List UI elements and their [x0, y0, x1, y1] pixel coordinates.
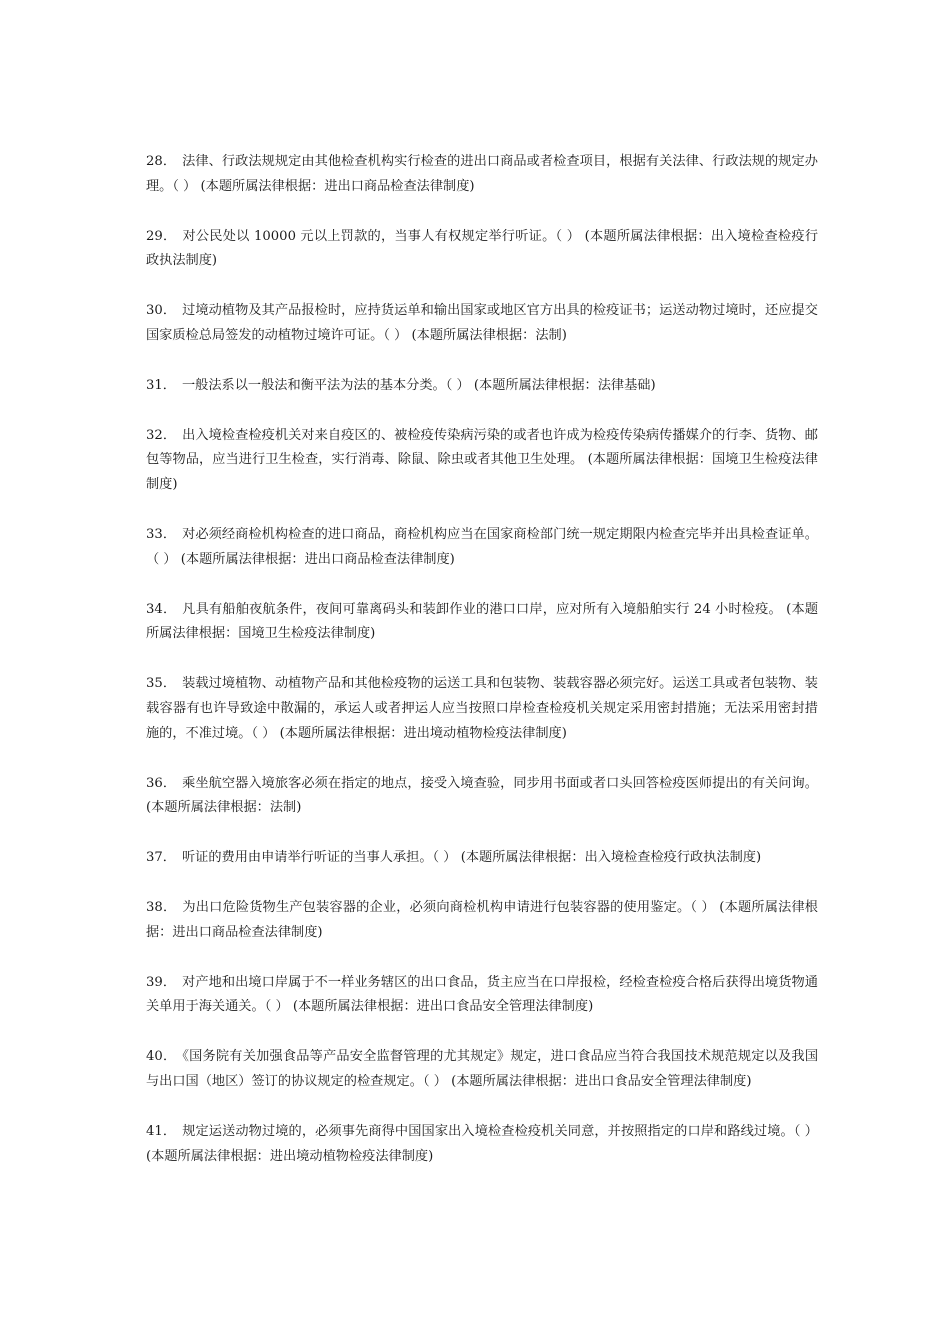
question-text: 对公民处以 10000 元以上罚款的，当事人有权规定举行听证。（ ） (本题所属法律根据：出入境检查检疫行政执法制度)	[146, 228, 819, 269]
question-number: 41．	[146, 1123, 177, 1139]
question-text: 对产地和出境口岸属于不一样业务辖区的出口食品，货主应当在口岸报检，经检查检疫合格后获得出境货物通关单用于海关通关。（ ） (本题所属法律根据：进出口食品安全管理法律制度)	[146, 974, 818, 1015]
question-33	[146, 523, 818, 573]
question-text: 装载过境植物、动植物产品和其他检疫物的运送工具和包装物、装载容器必须完好。运送工具或者包装物、装载容器有也许导致途中散漏的，承运人或者押运人应当按照口岸检查检疫机关规定采用密封措施；无法采用密封措施的，不准过境。（ ） (本题所属法律根据：进出境动植物检疫法律制度)	[146, 676, 818, 741]
question-31	[146, 374, 818, 399]
question-number: 32．	[146, 427, 177, 443]
question-number: 30．	[146, 303, 177, 319]
question-38	[146, 896, 818, 946]
question-35	[146, 672, 818, 746]
question-number: 37．	[146, 850, 176, 866]
question-32	[146, 424, 818, 498]
question-number: 36．	[146, 775, 177, 791]
question-text: 乘坐航空器入境旅客必须在指定的地点，接受入境查验，同步用书面或者口头回答检疫医师提出的有关问询。 (本题所属法律根据：法制)	[146, 775, 818, 816]
question-text: 规定运送动物过境的，必须事先商得中国国家出入境检查检疫机关同意，并按照指定的口岸和路线过境。（ ） (本题所属法律根据：进出境动植物检疫法律制度)	[146, 1123, 818, 1164]
question-text: 一般法系以一般法和衡平法为法的基本分类。（ ） (本题所属法律根据：法律基础)	[181, 377, 656, 393]
question-number: 38．	[146, 899, 177, 915]
question-text: 出入境检查检疫机关对来自疫区的、被检疫传染病污染的或者也许成为检疫传染病传播媒介的行李、货物、邮包等物品，应当进行卫生检查，实行消毒、除鼠、除虫或者其他卫生处理。 (本题所属法律根据：国境卫生检疫法律制度)	[146, 427, 818, 493]
question-number: 40．	[146, 1049, 177, 1065]
question-text: 听证的费用由申请举行听证的当事人承担。（ ） (本题所属法律根据：出入境检查检疫行政执法制度)	[181, 850, 762, 866]
question-41	[146, 1120, 818, 1170]
question-text: 过境动植物及其产品报检时，应持货运单和输出国家或地区官方出具的检疫证书；运送动物过境时，还应提交国家质检总局签发的动植物过境许可证。（ ） (本题所属法律根据：法制)	[146, 303, 818, 343]
question-number: 35．	[146, 676, 177, 692]
question-number: 29．	[146, 228, 177, 244]
question-number: 31．	[146, 377, 176, 393]
question-text: 凡具有船舶夜航条件，夜间可靠离码头和装卸作业的港口口岸，应对所有入境船舶实行 24 小时检疫。 (本题所属法律根据：国境卫生检疫法律制度)	[146, 601, 819, 642]
question-36	[146, 772, 818, 822]
question-30	[146, 299, 818, 349]
question-28	[146, 150, 818, 200]
question-37	[146, 846, 818, 871]
question-text: 为出口危险货物生产包装容器的企业，必须向商检机构申请进行包装容器的使用鉴定。（ ） (本题所属法律根据：进出口商品检查法律制度)	[146, 899, 818, 940]
question-list	[146, 150, 818, 1194]
question-34	[146, 598, 818, 648]
question-29	[146, 225, 818, 275]
question-text: 对必须经商检机构检查的进口商品，商检机构应当在国家商检部门统一规定期限内检查完毕并出具检查证单。（ ） (本题所属法律根据：进出口商品检查法律制度)	[146, 526, 818, 567]
question-number: 39．	[146, 974, 177, 990]
question-text: 《国务院有关加强食品等产品安全监督管理的尤其规定》规定，进口食品应当符合我国技术规范规定以及我国与出口国（地区）签订的协议规定的检查规定。（ ） (本题所属法律根据：进出口食品安全管理法律制度)	[146, 1049, 819, 1089]
question-number: 28．	[146, 154, 177, 169]
question-39	[146, 971, 818, 1021]
question-number: 34．	[146, 601, 177, 617]
question-40	[146, 1045, 818, 1095]
question-number: 33．	[146, 526, 177, 542]
question-text: 法律、行政法规规定由其他检查机构实行检查的进出口商品或者检查项目，根据有关法律、行政法规的规定办理。（ ） (本题所属法律根据：进出口商品检查法律制度)	[146, 154, 818, 194]
